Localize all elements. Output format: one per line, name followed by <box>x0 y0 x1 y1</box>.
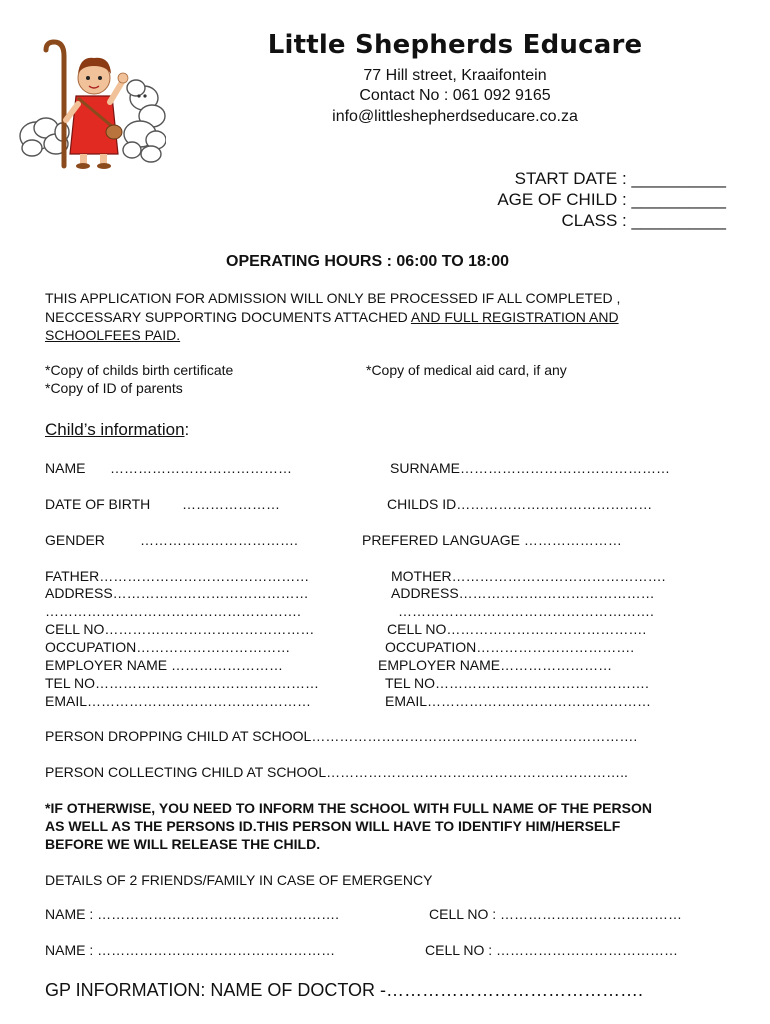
person-dropping-field[interactable]: PERSON DROPPING CHILD AT SCHOOL……………………………………………………………. <box>45 728 638 744</box>
father-tel-field[interactable]: TEL NO………………………………………… <box>45 675 320 691</box>
name-field[interactable]: ………………………………… <box>110 460 292 476</box>
school-name: Little Shepherds Educare <box>267 30 643 60</box>
emergency-heading: DETAILS OF 2 FRIENDS/FAMILY IN CASE OF EMERGENCY <box>45 872 433 888</box>
shepherd-logo <box>14 36 166 170</box>
child-info-heading-colon: : <box>184 420 190 439</box>
person-collecting-field[interactable]: PERSON COLLECTING CHILD AT SCHOOL……………………………………………………….. <box>45 764 628 780</box>
notice-line-3: SCHOOLFEES PAID. <box>45 327 181 343</box>
emergency-name-2-field[interactable]: NAME : …………………………………………… <box>45 942 336 958</box>
father-address-field[interactable]: ADDRESS…………………………………… <box>45 585 309 601</box>
mother-email-field[interactable]: EMAIL………………………………………… <box>385 693 652 709</box>
age-of-child-field[interactable]: AGE OF CHILD : __________ <box>497 190 726 209</box>
notice-line-2-underlined: AND FULL REGISTRATION AND <box>410 309 619 325</box>
mother-tel-field[interactable]: TEL NO………………………………………. <box>385 675 649 691</box>
child-info-heading-text: Child’s information <box>45 420 185 439</box>
mother-occupation-field[interactable]: OCCUPATION……………………………. <box>385 639 635 655</box>
school-email: info@littleshepherdseducare.co.za <box>332 108 578 125</box>
doc-medical-aid: *Copy of medical aid card, if any <box>366 362 567 378</box>
father-address-cont-field[interactable]: ………………………………………………. <box>45 603 301 619</box>
father-employer-field[interactable]: EMPLOYER NAME …………………… <box>45 657 284 673</box>
father-occupation-field[interactable]: OCCUPATION…………………………… <box>45 639 291 655</box>
school-address: 77 Hill street, Kraaifontein <box>363 67 547 84</box>
childs-id-field[interactable]: CHILDS ID…………………………………… <box>387 496 653 512</box>
father-email-field[interactable]: EMAIL………………………………………… <box>45 693 312 709</box>
child-info-heading <box>45 420 189 440</box>
gp-doctor-field[interactable]: GP INFORMATION: NAME OF DOCTOR -……………………………………. <box>45 980 644 1000</box>
warning-line-3: BEFORE WE WILL RELEASE THE CHILD. <box>45 836 321 852</box>
mother-employer-field[interactable]: EMPLOYER NAME…………………… <box>378 657 613 673</box>
class-field[interactable]: CLASS : __________ <box>561 211 726 230</box>
dob-field[interactable]: ………………… <box>182 496 280 512</box>
mother-field[interactable]: MOTHER………………………………………. <box>391 568 666 584</box>
emergency-cell-2-field[interactable]: CELL NO : ………………………………… <box>425 942 679 958</box>
operating-hours: OPERATING HOURS : 06:00 TO 18:00 <box>226 253 510 270</box>
notice-line-1: THIS APPLICATION FOR ADMISSION WILL ONLY BE PROCESSED IF ALL COMPLETED , <box>45 290 621 306</box>
gender-field[interactable]: ……………………………. <box>140 532 298 548</box>
notice-line-2 <box>45 309 619 325</box>
father-field[interactable]: FATHER……………………………………… <box>45 568 310 584</box>
mother-address-field[interactable]: ADDRESS…………………………………… <box>391 585 655 601</box>
emergency-cell-1-field[interactable]: CELL NO : ………………………………… <box>429 906 683 922</box>
warning-line-1: *IF OTHERWISE, YOU NEED TO INFORM THE SCHOOL WITH FULL NAME OF THE PERSON <box>45 800 652 816</box>
doc-id-parents: *Copy of ID of parents <box>45 380 183 396</box>
surname-field[interactable]: SURNAME……………………………………… <box>390 460 671 476</box>
gender-label: GENDER <box>45 532 105 548</box>
doc-birth-cert: *Copy of childs birth certificate <box>45 362 234 378</box>
mother-address-cont-field[interactable]: ………………………………………………. <box>398 603 654 619</box>
school-contact: Contact No : 061 092 9165 <box>359 87 551 104</box>
emergency-name-1-field[interactable]: NAME : ……………………………………………. <box>45 906 340 922</box>
mother-cell-field[interactable]: CELL NO……………………………………. <box>387 621 647 637</box>
start-date-field[interactable]: START DATE : __________ <box>514 169 726 188</box>
language-field[interactable]: PREFERED LANGUAGE ………………… <box>362 532 622 548</box>
notice-line-2-plain: NECCESSARY SUPPORTING DOCUMENTS ATTACHED <box>45 309 411 325</box>
name-label: NAME <box>45 460 86 476</box>
father-cell-field[interactable]: CELL NO……………………………………… <box>45 621 315 637</box>
dob-label: DATE OF BIRTH <box>45 496 151 512</box>
warning-line-2: AS WELL AS THE PERSONS ID.THIS PERSON WILL HAVE TO IDENTIFY HIM/HERSELF <box>45 818 621 834</box>
